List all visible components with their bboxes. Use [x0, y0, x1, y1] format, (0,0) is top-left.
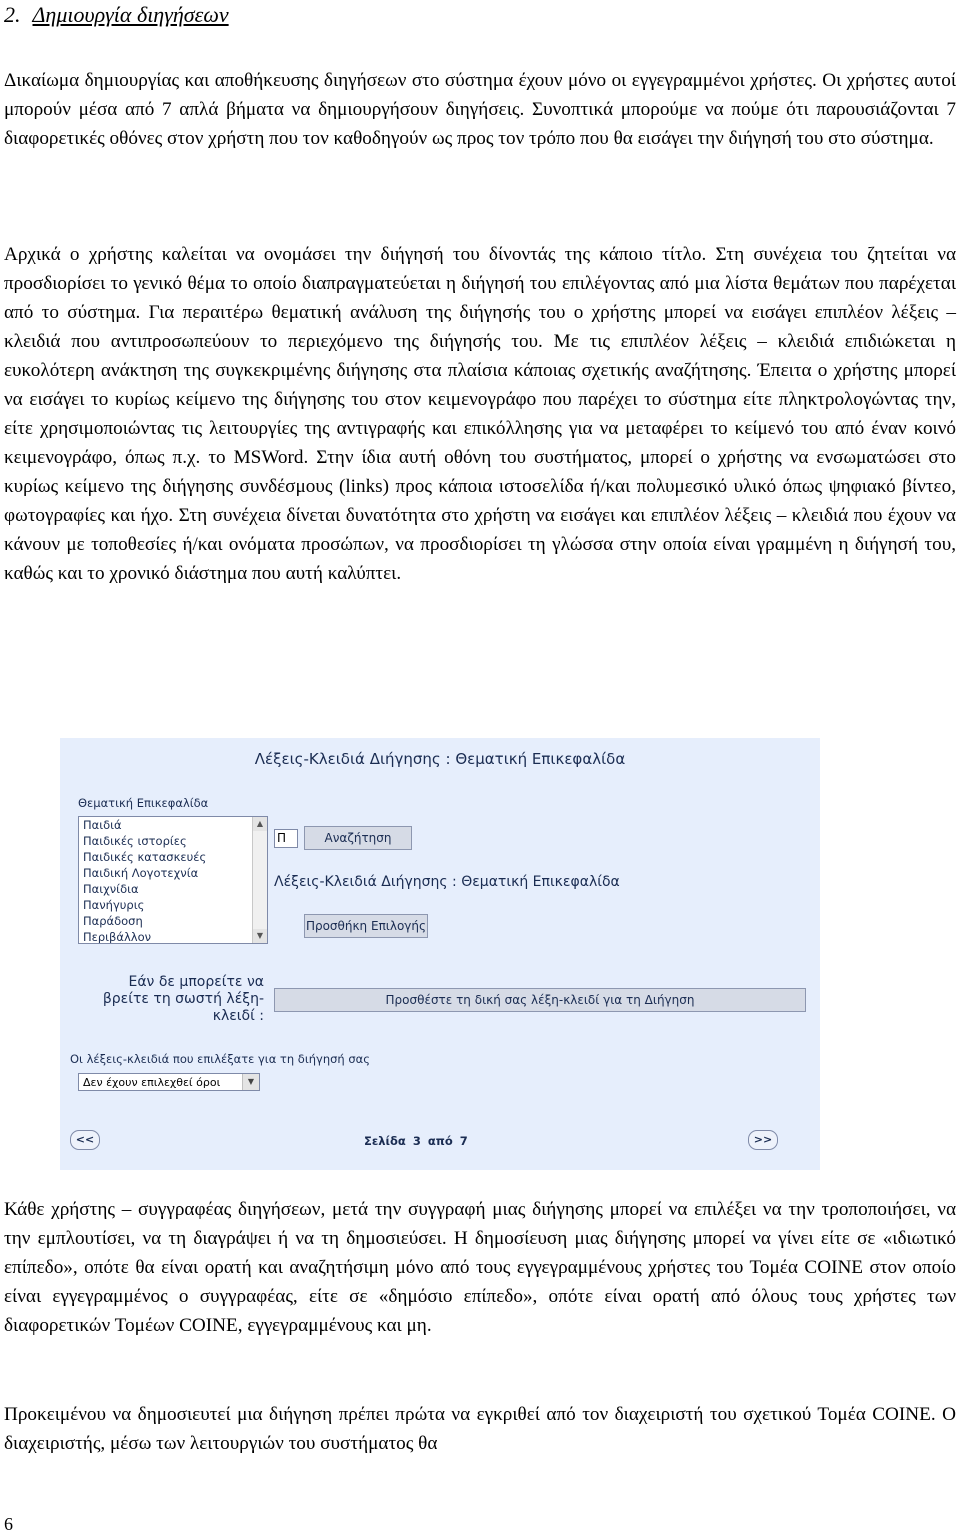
paragraph-approval: Προκειμένου να δημοσιευτεί μια διήγηση πρέπει πρώτα να εγκριθεί από τον διαχειριστή του σχετικού Τομέα COINE. Ο διαχειριστής, μέσω των λειτουργιών του συστήματος θα [4, 1404, 956, 1454]
scroll-down-icon[interactable]: ▼ [253, 929, 267, 943]
paragraph-publishing: Κάθε χρήστης – συγγραφέας διηγήσεων, μετά την συγγραφή μιας διήγησης μπορεί να επιλέξει να την τροποποιήσει, να την εμπλουτίσει, να τη διαγράψει ή να τη δημοσιεύσει. Η δημοσίευση μιας διήγησης μπορεί να γίνει είτε σε «ιδιωτικό επίπεδο», οπότε θα είναι ορατή και αναζητήσιμη μόνο από τους εγγεγραμμένους χρήστες του Τομέα COINE στον οποίο είναι εγγεγραμμένος ο συγγραφέας, είτε σε «δημόσιο επίπεδο», οπότε είναι ορατή από όλους τους χρήστες των διαφορετικών Τομέων COINE, εγγεγραμμένους και μη. [4, 1199, 956, 1336]
add-own-keyword-button[interactable]: Προσθέστε τη δική σας λέξη-κλειδί για τη Διήγηση [274, 988, 806, 1012]
screenshot-title: Λέξεις-Κλειδιά Διήγησης : Θεματική Επικεφαλίδα [254, 750, 626, 768]
theme-listbox[interactable] [78, 816, 268, 944]
page-number: 6 [4, 1514, 13, 1534]
list-item[interactable]: Παιδικές ιστορίες [83, 834, 187, 848]
chosen-keywords-select[interactable] [78, 1073, 260, 1091]
list-item[interactable]: Παιδιά [83, 818, 122, 832]
section-number: 2. [4, 2, 21, 27]
scroll-up-icon[interactable]: ▲ [253, 817, 267, 831]
hint-text: Εάν δε μπορείτε να βρείτε τη σωστή λέξη-κλειδί : [102, 974, 264, 1024]
list-item[interactable]: Παιδική Λογοτεχνία [83, 866, 199, 880]
search-button[interactable]: Αναζήτηση [304, 826, 412, 850]
keyword-title: Λέξεις-Κλειδιά Διήγησης : Θεματική Επικεφαλίδα [274, 874, 620, 890]
paragraph-steps: Αρχικά ο χρήστης καλείται να ονομάσει την διήγησή του δίνοντάς της κάποιο τίτλο. Στη συνέχεια του ζητείται να προσδιορίσει το γενικό θέμα το οποίο διαπραγματεύεται η διήγησή του επιλέγοντας από μια λίστα θεμάτων που παρέχεται από το σύστημα. Για περαιτέρω θεματική ανάλυση της διήγησής του ο χρήστης μπορεί να εισάγει επιπλέον λέξεις – κλειδιά που αντιπροσωπεύουν το περιεχόμενο της διήγησής του. Με τις επιπλέον λέξεις – κλειδιά επιδιώκεται η ευκολότερη ανάκτηση της συγκεκριμένης διήγησης στα πλαίσια κάποιας σχετικής αναζήτησης. Έπειτα ο χρήστης μπορεί να εισάγει το κυρίως κείμενο της διήγησης του στον κειμενογράφο που παρέχει το σύστημα είτε πληκτρολογώντας την, είτε χρησιμοποιώντας τις λειτουργίες της αντιγραφής και επικόλλησης για να μεταφέρει το κείμενό του από έναν κοινό κειμενογράφο, όπως π.χ. το MSWord. Στην ίδια αυτή οθόνη του συστήματος, μπορεί ο χρήστης να ενσωματώσει στο κυρίως κείμενο της διήγησης συνδέσμους (links) προς κάποια ιστοσελίδα ή/και πολυμεσικό υλικό όπως ψηφιακό βίντεο, φωτογραφίες και ήχο. Στη συνέχεια δίνεται δυνατότητα στο χρήστη να εισάγει και επιπλέον λέξεις – κλειδιά που έχουν να κάνουν με τοποθεσίες ή/και ονόματα προσώπων, να προσδιορίσει τη γλώσσα στην οποία είναι γραμμένη η διήγησή του, καθώς και το χρονικό διάστημα που αυτή καλύπτει. [4, 244, 956, 584]
list-item[interactable]: Παιχνίδια [83, 882, 139, 896]
list-item[interactable]: Πανήγυρις [83, 898, 145, 912]
chosen-keywords-label: Οι λέξεις-κλειδιά που επιλέξατε για τη διήγησή σας [70, 1052, 370, 1066]
chevron-down-icon[interactable]: ▼ [242, 1074, 259, 1090]
list-item[interactable]: Παράδοση [83, 914, 143, 928]
previous-page-button[interactable]: << [70, 1130, 100, 1150]
next-page-button[interactable]: >> [748, 1130, 778, 1150]
section-heading [4, 0, 229, 30]
section-title: Δημιουργία διηγήσεων [32, 2, 229, 27]
listbox-scrollbar[interactable] [252, 817, 267, 943]
list-item[interactable]: Περιβάλλον [83, 930, 152, 944]
theme-label: Θεματική Επικεφαλίδα [78, 796, 209, 810]
add-selection-button[interactable]: Προσθήκη Επιλογής [304, 914, 428, 938]
page-indicator: Σελίδα 3 από 7 [364, 1134, 468, 1148]
list-item[interactable]: Παιδικές κατασκευές [83, 850, 207, 864]
paragraph-intro: Δικαίωμα δημιουργίας και αποθήκευσης διηγήσεων στο σύστημα έχουν μόνο οι εγγεγραμμένοι χρήστες. Οι χρήστες αυτοί μπορούν μέσα από 7 απλά βήματα να δημιουργήσουν διηγήσεις. Συνοπτικά μπορούμε να πούμε ότι παρουσιάζονται 7 διαφορετικές οθόνες στον χρήστη που τον καθοδηγούν ως προς τον τρόπο που θα εισάγει την διήγησή του στο σύστημα. [4, 70, 956, 149]
chosen-keywords-value: Δεν έχουν επιλεχθεί όροι [83, 1076, 221, 1089]
keywords-screenshot [60, 738, 820, 1170]
search-input[interactable]: Π [274, 829, 298, 848]
